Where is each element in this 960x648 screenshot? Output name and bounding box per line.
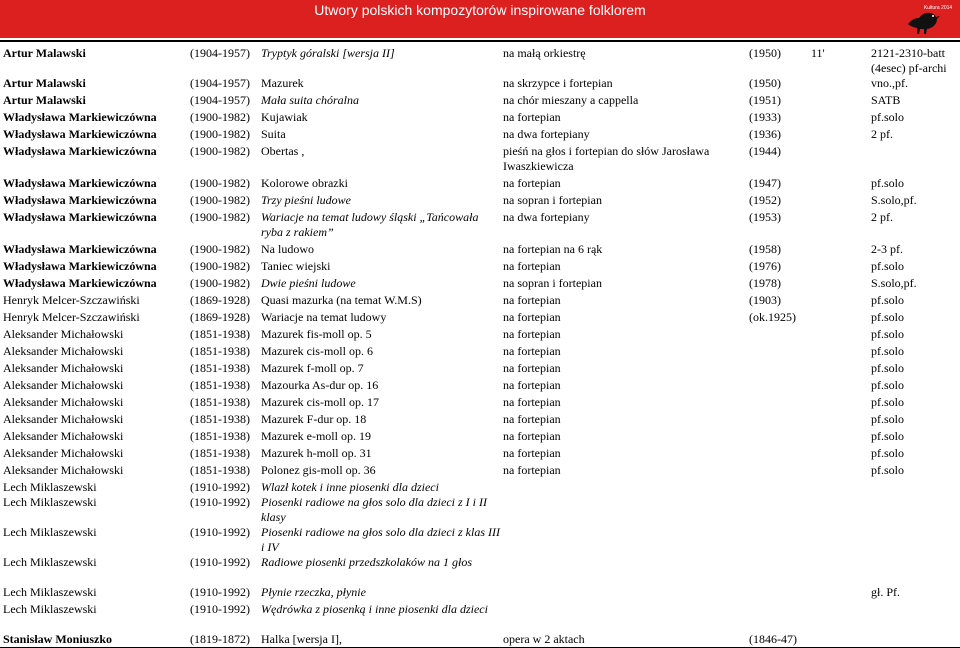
cell-notes: pf.solo xyxy=(871,446,904,460)
cell-duration xyxy=(808,344,868,361)
cell-date xyxy=(746,495,808,525)
table-row xyxy=(0,395,960,412)
cell-date xyxy=(746,555,808,585)
cell-title: Kolorowe obrazki xyxy=(261,176,348,190)
page-header xyxy=(0,0,960,38)
cell-notes: pf.solo xyxy=(871,176,904,190)
cell-years: (1900-1982) xyxy=(190,276,250,290)
cell-notes xyxy=(868,525,960,555)
cell-scoring: na sopran i fortepian xyxy=(503,193,602,207)
cell-composer: Lech Miklaszewski xyxy=(3,480,97,494)
cell-duration xyxy=(808,361,868,378)
cell-notes: S.solo,pf. xyxy=(871,193,917,207)
cell-composer: Aleksander Michałowski xyxy=(3,412,124,426)
table-row xyxy=(0,127,960,144)
table-row xyxy=(0,210,960,242)
cell-composer: Władysława Markiewiczówna xyxy=(3,242,157,256)
cell-years: (1900-1982) xyxy=(190,127,250,141)
cell-years: (1900-1982) xyxy=(190,176,250,190)
cell-composer: Lech Miklaszewski xyxy=(3,585,97,599)
cell-notes xyxy=(868,480,960,495)
cell-duration xyxy=(808,585,868,602)
cell-scoring: na fortepian xyxy=(503,446,561,460)
cell-title: Tryptyk góralski [wersja II] xyxy=(258,41,500,76)
cell-years: (1851-1938) xyxy=(190,378,250,392)
cell-years: (1900-1982) xyxy=(190,210,250,224)
table-row xyxy=(0,76,960,93)
cell-years: (1904-1957) xyxy=(190,93,250,107)
cell-scoring xyxy=(500,480,746,495)
cell-composer: Aleksander Michałowski xyxy=(3,446,124,460)
cell-scoring: na fortepian na 6 rąk xyxy=(503,242,603,256)
cell-scoring: na fortepian xyxy=(503,361,561,375)
cell-scoring: na fortepian xyxy=(503,176,561,190)
table-row xyxy=(0,525,960,555)
cell-title: Wariacje na temat ludowy xyxy=(261,310,387,324)
cell-scoring: na fortepian xyxy=(503,378,561,392)
cell-scoring xyxy=(500,585,746,602)
cell-scoring: na fortepian xyxy=(503,412,561,426)
cell-composer: Aleksander Michałowski xyxy=(3,463,124,477)
cell-duration xyxy=(808,480,868,495)
cell-duration xyxy=(808,463,868,480)
cell-date xyxy=(746,395,808,412)
cell-notes: pf.solo xyxy=(871,344,904,358)
cell-duration xyxy=(808,395,868,412)
cell-notes: SATB xyxy=(871,93,901,107)
cell-duration xyxy=(808,242,868,259)
cell-title: Mazourka As-dur op. 16 xyxy=(261,378,379,392)
cell-notes: pf.solo xyxy=(871,259,904,273)
table-row xyxy=(0,176,960,193)
table-row xyxy=(0,446,960,463)
kultura-logo xyxy=(902,2,953,36)
cell-duration xyxy=(808,93,868,110)
cell-date xyxy=(746,585,808,602)
cell-date xyxy=(746,602,808,632)
cell-title: Wlazł kotek i inne piosenki dla dzieci xyxy=(261,480,439,494)
cell-duration xyxy=(808,276,868,293)
table-row xyxy=(0,361,960,378)
cell-date xyxy=(746,429,808,446)
cell-title: Mazurek xyxy=(261,76,304,90)
cell-scoring: na fortepian xyxy=(503,293,561,307)
cell-notes xyxy=(868,555,960,585)
works-table xyxy=(0,40,960,648)
cell-title: Suita xyxy=(261,127,286,141)
cell-title: Mała suita chóralna xyxy=(261,93,359,107)
cell-years: (1900-1982) xyxy=(190,110,250,124)
cell-years: (1900-1982) xyxy=(190,193,250,207)
cell-years: (1851-1938) xyxy=(190,412,250,426)
cell-composer: Aleksander Michałowski xyxy=(3,429,124,443)
cell-title: Polonez gis-moll op. 36 xyxy=(261,463,376,477)
cell-scoring: na fortepian xyxy=(503,327,561,341)
table-row xyxy=(0,259,960,276)
header-title: Utwory polskich kompozytorów inspirowane folklorem xyxy=(314,2,646,18)
cell-title: Mazurek F-dur op. 18 xyxy=(261,412,367,426)
cell-duration xyxy=(808,310,868,327)
cell-composer: Władysława Markiewiczówna xyxy=(3,193,157,207)
table-row xyxy=(0,144,960,176)
cell-duration xyxy=(808,429,868,446)
cell-notes: pf.solo xyxy=(871,378,904,392)
cell-composer: Władysława Markiewiczówna xyxy=(3,144,157,158)
cell-date xyxy=(746,480,808,495)
cell-years: (1910-1992) xyxy=(190,525,250,539)
table-row xyxy=(0,110,960,127)
cell-years: (1900-1982) xyxy=(190,259,250,273)
cell-notes: vno.,pf. xyxy=(871,76,908,90)
cell-date xyxy=(746,327,808,344)
cell-years: (1904-1957) xyxy=(190,76,250,90)
cell-notes: S.solo,pf. xyxy=(871,276,917,290)
cell-composer: Stanisław Moniuszko xyxy=(0,632,187,648)
cell-title: Piosenki radiowe na głos solo dla dzieci z I i II klasy xyxy=(261,495,487,524)
table-row xyxy=(0,276,960,293)
cell-duration xyxy=(808,210,868,242)
cell-title: Mazurek fis-moll op. 5 xyxy=(261,327,372,341)
table-row xyxy=(0,93,960,110)
cell-duration xyxy=(808,127,868,144)
table-row xyxy=(0,293,960,310)
cell-scoring: na fortepian xyxy=(503,310,561,324)
cell-scoring: na chór mieszany a cappella xyxy=(503,93,639,107)
cell-duration: 11' xyxy=(808,41,868,76)
cell-years: (1869-1928) xyxy=(190,310,250,324)
cell-notes: pf.solo xyxy=(871,293,904,307)
cell-date: (1953) xyxy=(749,210,781,224)
cell-years: (1851-1938) xyxy=(190,327,250,341)
cell-notes xyxy=(868,632,960,648)
cell-years: (1910-1992) xyxy=(190,555,250,569)
cell-composer: Lech Miklaszewski xyxy=(3,555,97,569)
cell-composer: Henryk Melcer-Szczawiński xyxy=(3,293,140,307)
cell-date: (1846-47) xyxy=(746,632,808,648)
table-row xyxy=(0,602,960,632)
cell-notes: pf.solo xyxy=(871,110,904,124)
cell-date: (1976) xyxy=(749,259,781,273)
cell-date: (1903) xyxy=(749,293,781,307)
cell-scoring: na fortepian xyxy=(503,110,561,124)
cell-scoring: na skrzypce i fortepian xyxy=(503,76,613,90)
cell-years: (1900-1982) xyxy=(190,242,250,256)
cell-duration xyxy=(808,632,868,648)
cell-scoring: pieśń na głos i fortepian do słów Jarosława Iwaszkiewicza xyxy=(503,144,710,173)
cell-notes: pf.solo xyxy=(871,310,904,324)
cell-duration xyxy=(808,495,868,525)
cell-duration xyxy=(808,293,868,310)
table-row xyxy=(0,327,960,344)
cell-duration xyxy=(808,525,868,555)
cell-notes: pf.solo xyxy=(871,395,904,409)
cell-title: Mazurek f-moll op. 7 xyxy=(261,361,364,375)
cell-title: Halka [wersja I], xyxy=(258,632,500,648)
table-row xyxy=(0,463,960,480)
works-table-container xyxy=(0,40,960,646)
cell-scoring: na małą orkiestrę xyxy=(500,41,746,76)
cell-title: Piosenki radiowe na głos solo dla dzieci z klas III i IV xyxy=(261,525,500,554)
cell-date xyxy=(746,361,808,378)
cell-title: Taniec wiejski xyxy=(261,259,331,273)
cell-composer: Władysława Markiewiczówna xyxy=(3,127,157,141)
cell-notes: pf.solo xyxy=(871,327,904,341)
cell-duration xyxy=(808,602,868,632)
cell-scoring: na fortepian xyxy=(503,429,561,443)
cell-notes: pf.solo xyxy=(871,361,904,375)
cell-date: (1944) xyxy=(749,144,781,158)
cell-title: Mazurek cis-moll op. 6 xyxy=(261,344,373,358)
cell-scoring xyxy=(500,525,746,555)
table-row xyxy=(0,310,960,327)
cell-years: (1851-1938) xyxy=(190,463,250,477)
cell-date: (1933) xyxy=(749,110,781,124)
cell-scoring: opera w 2 aktach xyxy=(500,632,746,648)
cell-years: (1910-1992) xyxy=(190,585,250,599)
cell-title: Mazurek cis-moll op. 17 xyxy=(261,395,379,409)
cell-composer: Aleksander Michałowski xyxy=(3,395,124,409)
cell-composer: Artur Malawski xyxy=(3,76,86,90)
logo-text: Kultura 2014 xyxy=(923,5,953,11)
cell-years: (1910-1992) xyxy=(190,480,250,494)
cell-date xyxy=(746,525,808,555)
cell-title: Obertas , xyxy=(261,144,305,158)
cell-date: (1936) xyxy=(749,127,781,141)
cell-scoring: na fortepian xyxy=(503,344,561,358)
cell-duration xyxy=(808,446,868,463)
cell-scoring: na dwa fortepiany xyxy=(503,127,590,141)
cell-date: (1947) xyxy=(749,176,781,190)
cell-title: Quasi mazurka (na temat W.M.S) xyxy=(261,293,422,307)
cell-title: Radiowe piosenki przedszkolaków na 1 głos xyxy=(261,555,472,569)
cell-duration xyxy=(808,176,868,193)
cell-composer: Aleksander Michałowski xyxy=(3,344,124,358)
cell-date xyxy=(746,378,808,395)
cell-date xyxy=(746,344,808,361)
cell-duration xyxy=(808,555,868,585)
cell-duration xyxy=(808,327,868,344)
cell-composer: Władysława Markiewiczówna xyxy=(3,276,157,290)
cell-composer: Władysława Markiewiczówna xyxy=(3,110,157,124)
table-row xyxy=(0,378,960,395)
cell-date: (1950) xyxy=(746,41,808,76)
cell-years: (1904-1957) xyxy=(187,41,258,76)
cell-composer: Aleksander Michałowski xyxy=(3,378,124,392)
cell-title: Dwie pieśni ludowe xyxy=(261,276,356,290)
cell-composer: Lech Miklaszewski xyxy=(3,495,97,509)
cell-notes: pf.solo xyxy=(871,463,904,477)
cell-title: Wariacje na temat ludowy śląski „Tańcowała ryba z rakiem” xyxy=(261,210,479,239)
cell-scoring: na sopran i fortepian xyxy=(503,276,602,290)
cell-composer: Władysława Markiewiczówna xyxy=(3,259,157,273)
cell-years: (1851-1938) xyxy=(190,395,250,409)
cell-date: (1958) xyxy=(749,242,781,256)
cell-duration xyxy=(808,378,868,395)
cell-title: Wędrówka z piosenką i inne piosenki dla dzieci xyxy=(261,602,488,616)
cell-years: (1819-1872) xyxy=(187,632,258,648)
cell-date: (1951) xyxy=(749,93,781,107)
cell-years: (1900-1982) xyxy=(190,144,250,158)
table-row xyxy=(0,429,960,446)
cell-composer: Władysława Markiewiczówna xyxy=(3,176,157,190)
cell-notes xyxy=(868,602,960,632)
cell-scoring: na dwa fortepiany xyxy=(503,210,590,224)
table-row xyxy=(0,555,960,585)
cell-date xyxy=(746,446,808,463)
cell-scoring: na fortepian xyxy=(503,395,561,409)
cell-composer: Artur Malawski xyxy=(3,93,86,107)
cell-notes: 2 pf. xyxy=(871,127,893,141)
cell-years: (1851-1938) xyxy=(190,344,250,358)
works-table-body xyxy=(0,41,960,648)
cell-composer: Lech Miklaszewski xyxy=(3,602,97,616)
cell-title: Trzy pieśni ludowe xyxy=(261,193,352,207)
cell-title: Mazurek h-moll op. 31 xyxy=(261,446,372,460)
cell-duration xyxy=(808,193,868,210)
cell-duration xyxy=(808,259,868,276)
cell-notes xyxy=(868,144,960,176)
cell-duration xyxy=(808,110,868,127)
cell-composer: Władysława Markiewiczówna xyxy=(3,210,157,224)
cell-title: Na ludowo xyxy=(261,242,314,256)
cell-date: (1950) xyxy=(749,76,781,90)
cell-notes: pf.solo xyxy=(871,429,904,443)
table-row xyxy=(0,632,960,648)
cell-scoring xyxy=(500,602,746,632)
cell-date: (1978) xyxy=(749,276,781,290)
cell-composer: Henryk Melcer-Szczawiński xyxy=(3,310,140,324)
table-row xyxy=(0,344,960,361)
table-row xyxy=(0,412,960,429)
cell-date xyxy=(746,412,808,429)
cell-scoring: na fortepian xyxy=(503,259,561,273)
cell-notes: 2 pf. xyxy=(871,210,893,224)
cell-notes: 2-3 pf. xyxy=(871,242,903,256)
table-row xyxy=(0,242,960,259)
bird-logo-icon xyxy=(902,2,953,36)
cell-years: (1851-1938) xyxy=(190,361,250,375)
cell-scoring xyxy=(500,495,746,525)
cell-years: (1851-1938) xyxy=(190,446,250,460)
table-row xyxy=(0,495,960,525)
cell-notes: 2121-2310-batt (4esec) pf-archi xyxy=(868,41,960,76)
table-row xyxy=(0,480,960,495)
cell-years: (1851-1938) xyxy=(190,429,250,443)
cell-title: Mazurek e-moll op. 19 xyxy=(261,429,371,443)
cell-duration xyxy=(808,144,868,176)
cell-years: (1910-1992) xyxy=(190,495,250,509)
cell-notes: pf.solo xyxy=(871,412,904,426)
cell-title: Płynie rzeczka, płynie xyxy=(261,585,366,599)
table-row xyxy=(0,193,960,210)
cell-scoring: na fortepian xyxy=(503,463,561,477)
cell-date xyxy=(746,463,808,480)
cell-composer: Artur Malawski xyxy=(0,41,187,76)
table-row xyxy=(0,585,960,602)
table-row xyxy=(0,41,960,76)
cell-duration xyxy=(808,412,868,429)
cell-title: Kujawiak xyxy=(261,110,308,124)
cell-composer: Aleksander Michałowski xyxy=(3,361,124,375)
cell-duration xyxy=(808,76,868,93)
cell-date: (ok.1925) xyxy=(749,310,796,324)
cell-notes: gł. Pf. xyxy=(871,585,901,599)
cell-years: (1910-1992) xyxy=(190,602,250,616)
cell-date: (1952) xyxy=(749,193,781,207)
cell-notes xyxy=(868,495,960,525)
cell-scoring xyxy=(500,555,746,585)
cell-years: (1869-1928) xyxy=(190,293,250,307)
cell-composer: Aleksander Michałowski xyxy=(3,327,124,341)
cell-composer: Lech Miklaszewski xyxy=(3,525,97,539)
